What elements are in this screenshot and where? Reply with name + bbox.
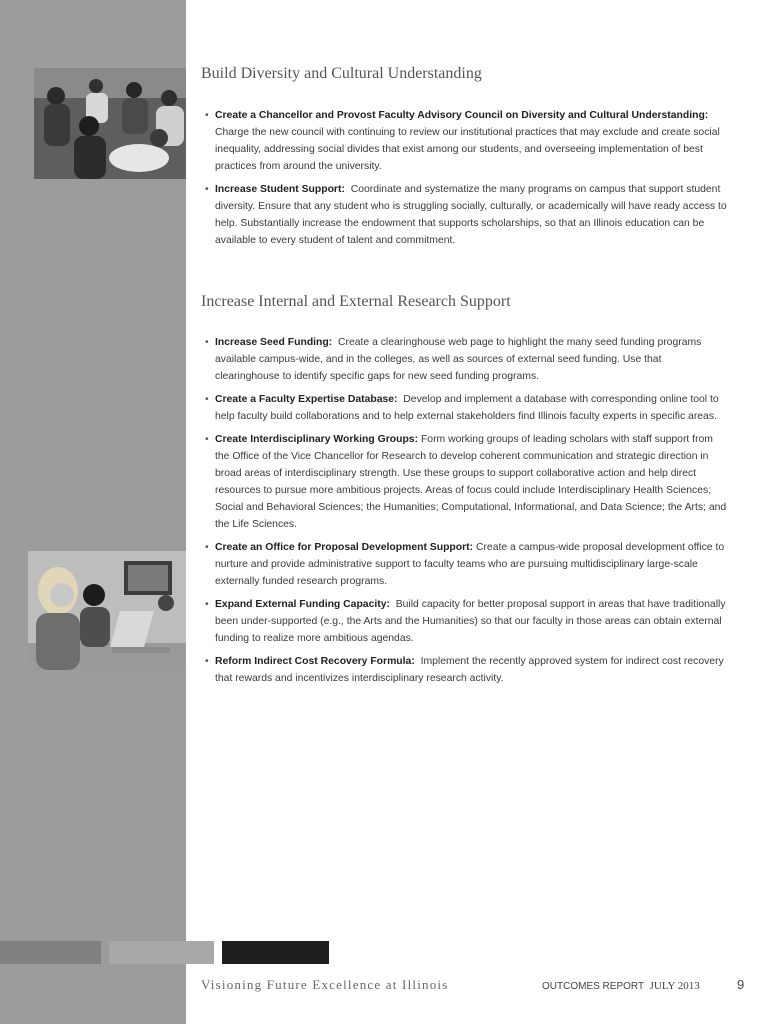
section-heading-diversity: Build Diversity and Cultural Understanding bbox=[201, 65, 482, 82]
research-bullet-list bbox=[203, 334, 728, 693]
bullet-text: Develop and implement a database with corresponding online tool to help faculty build collaborations and to help external stakeholders find Illinois faculty experts in specific areas. bbox=[215, 394, 719, 422]
section-heading-research: Increase Internal and External Research Support bbox=[201, 293, 511, 310]
bullet-text: Form working groups of leading scholars with staff support from the Office of the Vice Chancellor for Research to develop coherent communication and strategic direction in broad areas of interdisciplinary strength. Use these groups to support collaborative action and help direct resources to pursue more ambitious projects. Areas of focus could include Interdisciplinary Health Sciences; Social and Behavioral Sciences; the Humanities; Computational, Informational, and Data Science; the Arts; and the Life Sciences. bbox=[215, 434, 727, 530]
diversity-bullet-list bbox=[203, 107, 728, 255]
footer-tagline: Visioning Future Excellence at Illinois bbox=[201, 977, 449, 992]
bullet-title: Create a Faculty Expertise Database: bbox=[215, 394, 398, 405]
footer-band-black bbox=[222, 941, 329, 964]
list-item bbox=[203, 596, 728, 647]
list-item bbox=[203, 653, 728, 687]
report-date: JULY 2013 bbox=[649, 980, 700, 992]
bullet-text: Build capacity for better proposal support in areas that have traditionally been under-supported (e.g., the Arts and the Humanities) so that our faculty in those areas can obtain external funding to realize more ambitious agendas. bbox=[215, 599, 726, 644]
report-title: OUTCOMES REPORT bbox=[542, 981, 645, 992]
bullet-text: Create a clearinghouse web page to highlight the many seed funding programs available campus-wide, and in the colleges, as well as sources of external seed funding. Use that clearinghouse to identify specific gaps for new seed funding programs. bbox=[215, 337, 702, 382]
bullet-title: Create an Office for Proposal Development Support: bbox=[215, 542, 474, 553]
bullet-title: Reform Indirect Cost Recovery Formula: bbox=[215, 656, 415, 667]
bullet-title: Increase Student Support: bbox=[215, 184, 345, 195]
bullet-text: Coordinate and systematize the many programs on campus that support student diversity. Ensure that any student who is struggling socially, culturally, or academically will have ready access to help. Substantially increase the endowment that supports scholarships, so that an Illinois education can be available to every student of talent and commitment. bbox=[215, 184, 727, 246]
list-item bbox=[203, 181, 728, 249]
bullet-title: Increase Seed Funding: bbox=[215, 337, 333, 348]
list-item bbox=[203, 107, 728, 175]
footer-band-dark bbox=[0, 941, 101, 964]
bullet-text: Charge the new council with continuing to review our institutional practices that may exclude and create social inequality, addressing social divides that exist among our students, and overseeing implementation of best practices from around the university. bbox=[215, 127, 720, 172]
footer-band-light bbox=[109, 941, 214, 964]
list-item bbox=[203, 391, 728, 425]
students-group-photo bbox=[34, 68, 186, 179]
bullet-title: Create Interdisciplinary Working Groups: bbox=[215, 434, 419, 445]
list-item bbox=[203, 431, 728, 533]
list-item bbox=[203, 334, 728, 385]
page-number: 9 bbox=[737, 977, 745, 992]
bullet-title: Expand External Funding Capacity: bbox=[215, 599, 390, 610]
bullet-text: Implement the recently approved system for indirect cost recovery that rewards and incentivizes interdisciplinary research activity. bbox=[215, 656, 724, 684]
students-laptop-photo bbox=[28, 551, 186, 670]
bullet-text: Create a campus-wide proposal development office to nurture and provide administrative support to faculty teams who are pursuing multidisciplinary large-scale externally funded research programs. bbox=[215, 542, 725, 587]
footer-report-label bbox=[542, 980, 700, 992]
list-item bbox=[203, 539, 728, 590]
bullet-title: Create a Chancellor and Provost Faculty Advisory Council on Diversity and Cultural Understanding: bbox=[215, 110, 709, 121]
